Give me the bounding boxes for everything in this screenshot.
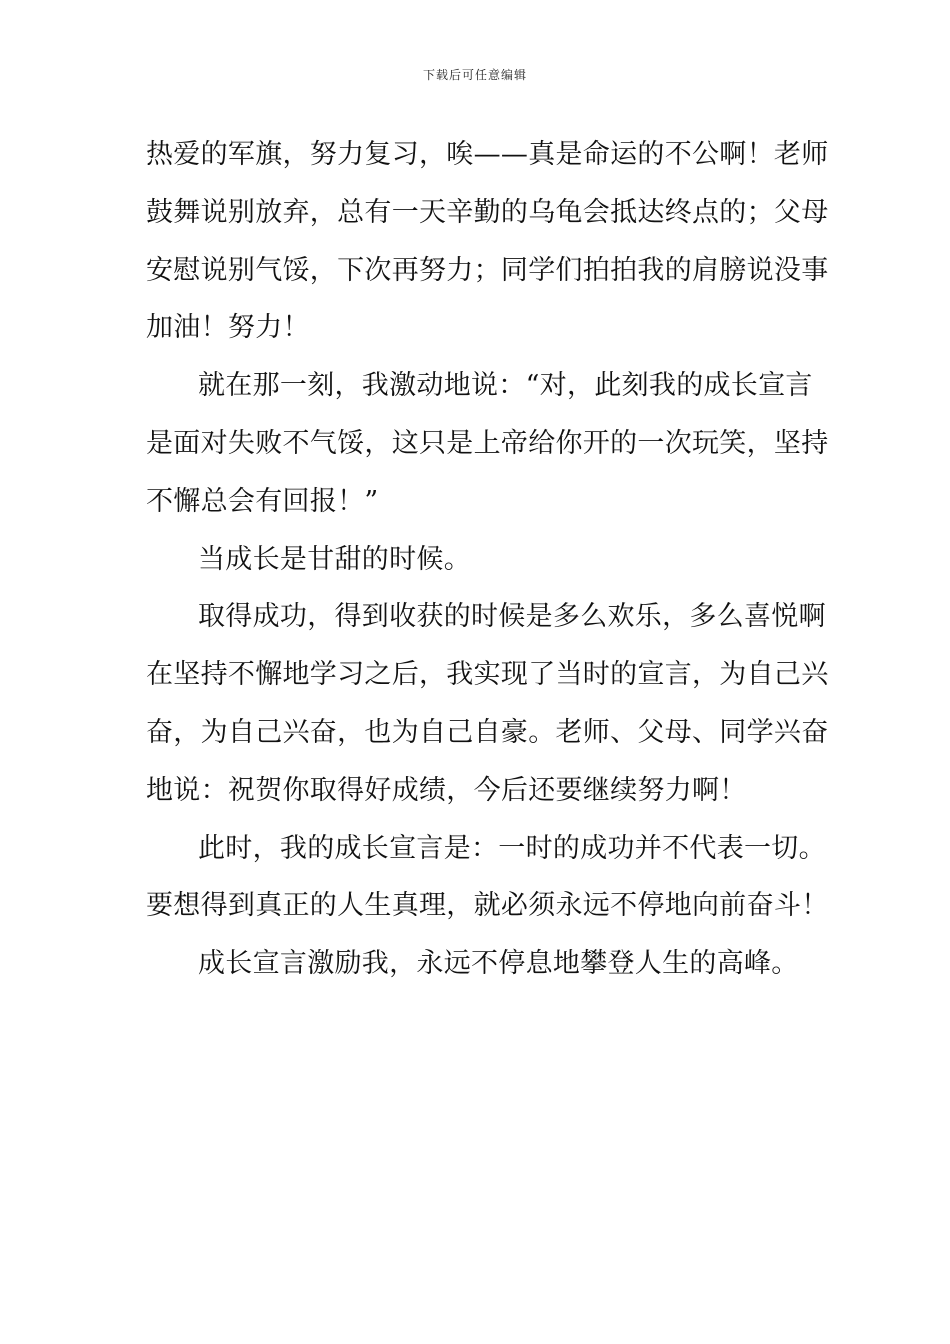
text-line: 不懈总会有回报！” [146,485,379,517]
text-line: 就在那一刻，我激动地说：“对，此刻我的成长宣言 [198,370,813,402]
text-line: 要想得到真正的人生真理，就必须永远不停地向前奋斗！ [146,890,829,922]
text-line: 鼓舞说别放弃，总有一天辛勤的乌龟会抵达终点的；父母 [146,196,829,228]
text-line: 当成长是甘甜的时候。 [198,543,471,575]
text-line: 此时，我的成长宣言是：一时的成功并不代表一切。 [198,832,826,864]
text-line: 在坚持不懈地学习之后，我实现了当时的宣言，为自己兴 [146,659,829,691]
text-line: 成长宣言激励我，永远不停息地攀登人生的高峰。 [198,948,799,980]
document-body [146,126,829,993]
text-line: 安慰说别气馁，下次再努力；同学们拍拍我的肩膀说没事 [146,254,829,286]
page-header-note: 下载后可任意编辑 [422,68,527,82]
text-line: 热爱的军旗，努力复习，唉——真是命运的不公啊！老师 [146,139,829,170]
text-line: 加油！努力！ [146,312,310,344]
text-line: 取得成功，得到收获的时候是多么欢乐，多么喜悦啊 [198,601,826,633]
text-line: 地说：祝贺你取得好成绩，今后还要继续努力啊！ [146,774,747,806]
text-line: 是面对失败不气馁，这只是上帝给你开的一次玩笑，坚持 [146,427,829,459]
text-line: 奋，为自己兴奋，也为自己自豪。老师、父母、同学兴奋 [146,716,829,748]
